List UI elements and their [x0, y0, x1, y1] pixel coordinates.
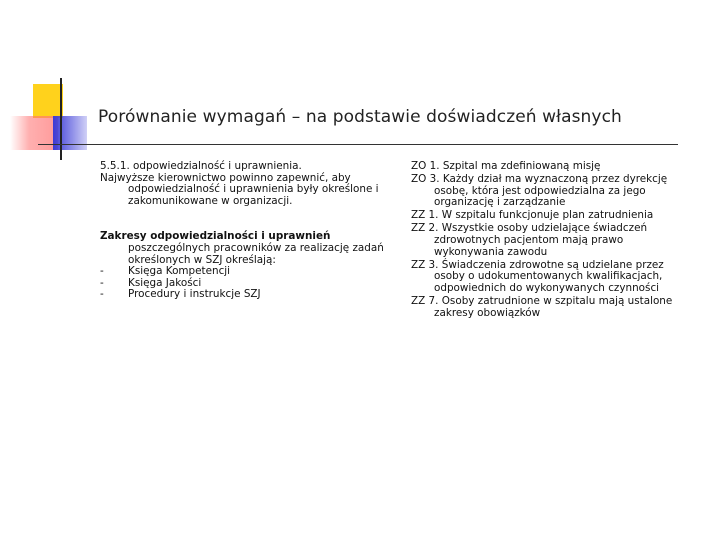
- page-title: Porównanie wymagań – na podstawie doświadczeń własnych: [98, 107, 622, 127]
- standard-item: ZZ 1. W szpitalu funkcjonuje plan zatrudnienia: [411, 209, 654, 222]
- left-paragraph-2: Najwyższe kierownictwo powinno zapewnić, aby odpowiedzialność i uprawnienia były określone i zakomunikowane w organizacji.: [100, 171, 379, 207]
- list-item: [100, 289, 390, 301]
- title-underline: [38, 144, 678, 145]
- standard-item: ZZ 2. Wszystkie osoby udzielające świadczeń zdrowotnych pacjentom mają prawo wykonywania zawodu: [411, 222, 648, 258]
- list-item-text: Procedury i instrukcje SZJ: [128, 288, 261, 301]
- standard-item: ZZ 3. Świadczenia zdrowotne są udzielane przez osoby o udokumentowanych kwalifikacjach, odpowiednich do wykonywanych czynności: [411, 258, 664, 294]
- left-heading: Zakresy odpowiedzialności i uprawnień: [100, 230, 331, 243]
- bullet-dash: -: [100, 288, 104, 301]
- left-paragraph-3: [100, 231, 390, 266]
- bullet-dash: -: [100, 276, 104, 289]
- left-paragraph-3-text: poszczególnych pracowników za realizację zadań określonych w SZJ określają:: [128, 241, 384, 266]
- standard-item: ZO 1. Szpital ma zdefiniowaną misję: [411, 160, 601, 172]
- standard-item: ZO 3. Każdy dział ma wyznaczoną przez dyrekcję osobę, która jest odpowiedzialna za jego organizację i zarządzanie: [411, 173, 668, 209]
- standard-item: ZZ 7. Osoby zatrudnione w szpitalu mają ustalone zakresy obowiązków: [411, 295, 673, 319]
- list-item-text: Księga Kompetencji: [128, 265, 231, 278]
- right-column: [411, 161, 691, 321]
- bullet-dash: -: [100, 265, 104, 278]
- left-column: [100, 161, 390, 301]
- list-item-text: Księga Jakości: [128, 276, 202, 289]
- decor-vertical-line: [60, 78, 62, 160]
- decor-yellow-square: [33, 84, 63, 118]
- left-paragraph-1: 5.5.1. odpowiedzialność i uprawnienia.: [100, 160, 302, 172]
